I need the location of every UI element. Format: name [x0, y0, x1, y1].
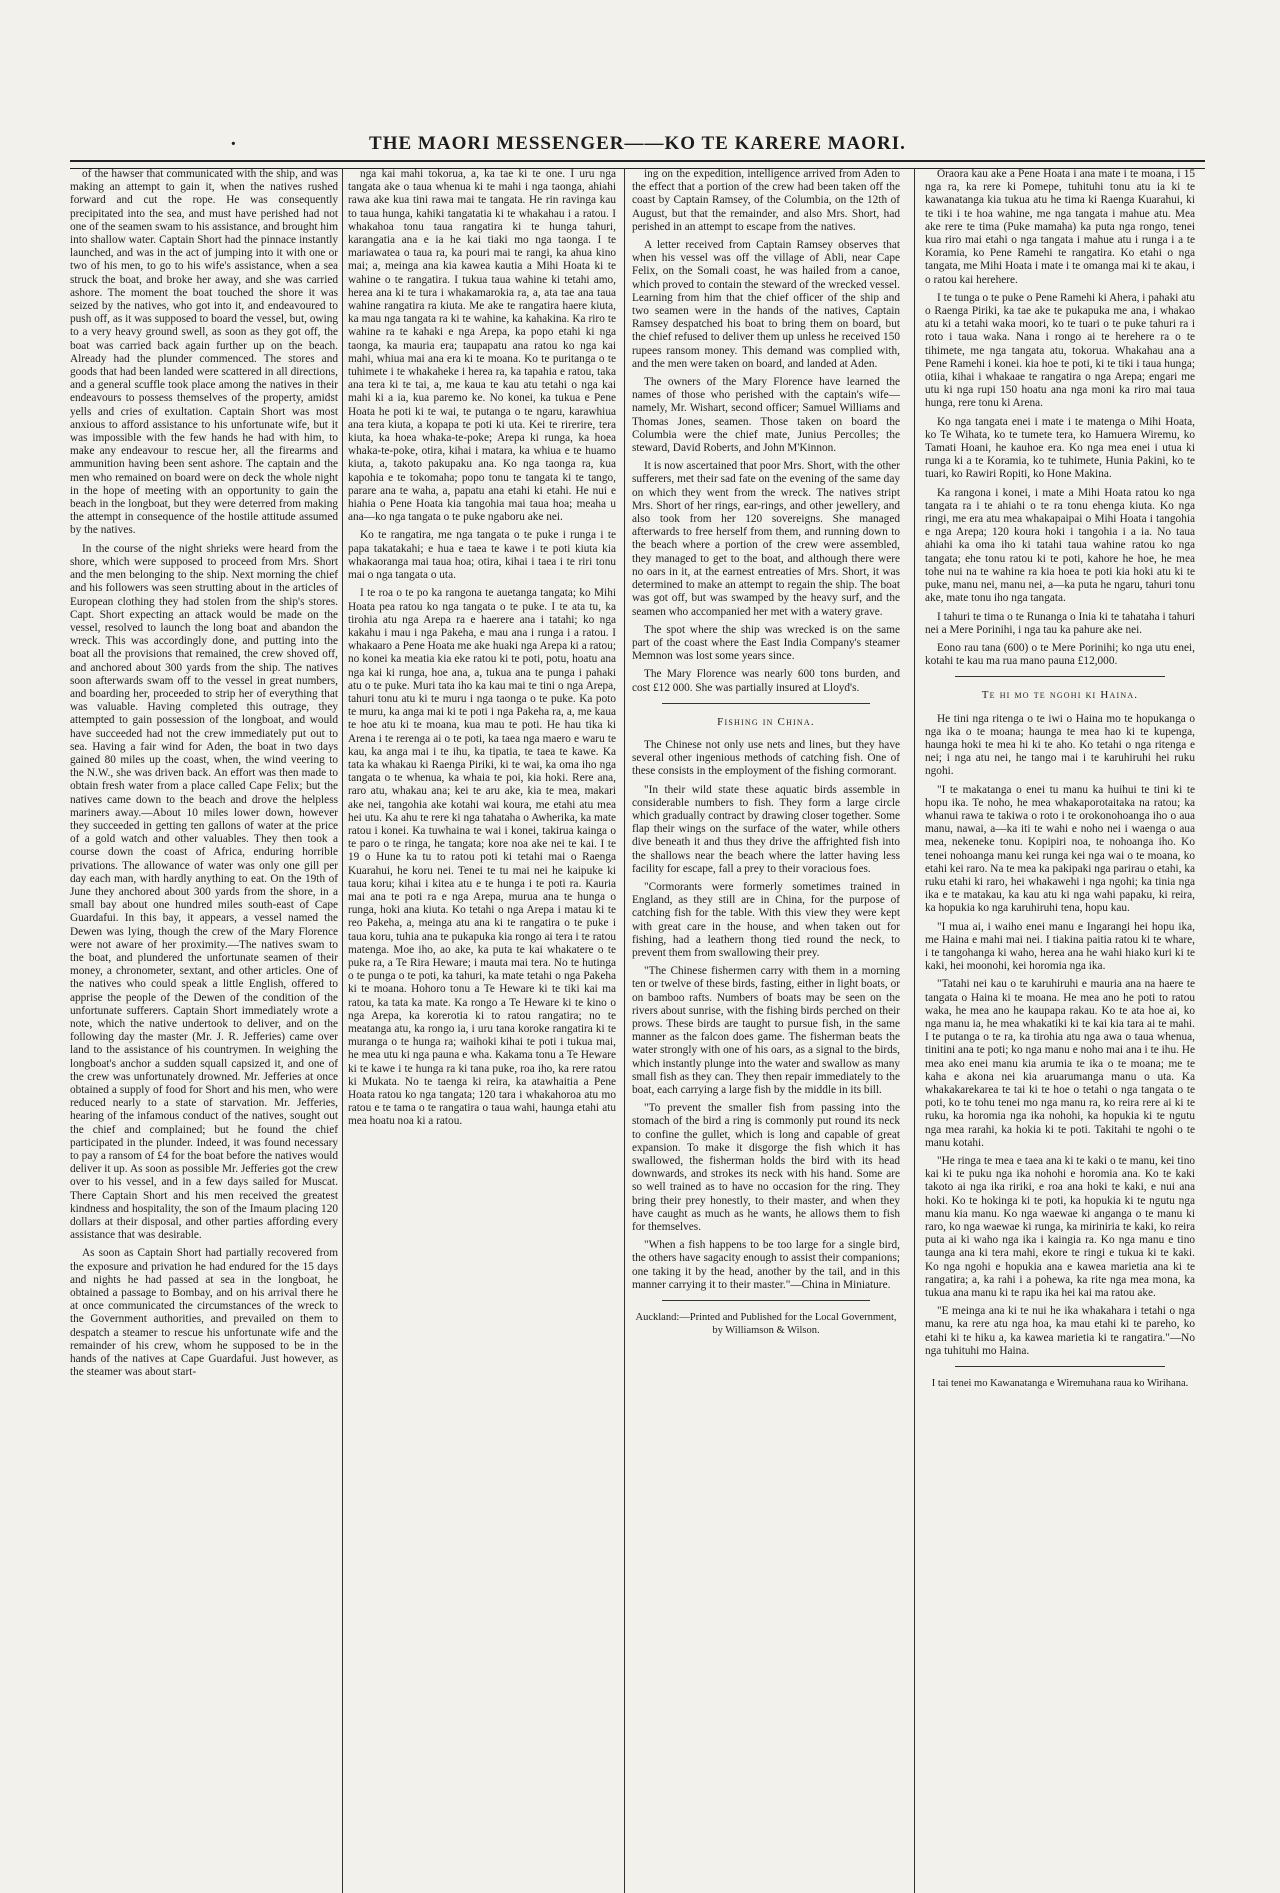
- article-paragraph: The owners of the Mary Florence have learned the names of those who perished with the captain's wife—namely, Mr. Wishart, second officer; Samuel Williams and Thomas Jones, seamen. Those taken on board the Columbia were the chief mate, Junius Percolles; the steward, David Roberts, and John M'Kinnon.: [632, 376, 900, 455]
- masthead: [80, 133, 1195, 161]
- article-paragraph: "Tatahi nei kau o te karuhiruhi e mauria ana na haere te tangata o Haina ki te moana. He mea ano he poti to ratou waka, he mea ano he kaupapa rakau. Ko te ata hoe ai, ko nga manu ia, he mea whakatiki ki te kai kia tara ai te mahi. I te putanga o te ra, ka tirohia atu nga awa o taua whenua, tinitini ana te poti; ko nga manu e noho mai ana i te ihu. He mea ako enei manu kia arumia te ika o te moana; me te kaha e akona nei kia aruarumanga manu o uta. Ka whakakarekarea te tai ki te hoe o tetahi o nga tangata o te poti, ko te tohu tenei mo nga manu ra, ko reira rere ai ki te ruku, ka horomia nga ika nohohi, ka hopukia ki te ngutu nga mea rarahi, ka hokia ki te poti. Takitahi te ngohi o te manu kotahi.: [925, 978, 1195, 1149]
- section-divider: [662, 703, 870, 704]
- article-paragraph: Ko nga tangata enei i mate i te matenga o Mihi Hoata, ko Te Wihata, ko te tumete tera, ko Hamuera Wiremu, ko Tamati Hoani, he kauhoe era. Ko nga mea enei i utua ki runga ki a te Koramia, ko te tuhimete, Hunia Pakini, ko te tuari, ko Rawiri Ropiti, ko Hone Makina.: [925, 415, 1195, 481]
- article-paragraph: "When a fish happens to be too large for a single bird, the others have sagacity enough to assist their companions; one taking it by the head, another by the tail, and in this manner carrying it to their master."—China in Miniature.: [632, 1239, 900, 1291]
- article-paragraph: A letter received from Captain Ramsey observes that when his vessel was off the village of Abli, near Cape Felix, on the Somali coast, he was hailed from a canoe, which proved to contain the steward of the wrecked vessel. Learning from him that the chief officer of the ship and two seamen were in the hands of the natives, Captain Ramsey despatched his boat to bring them on board, but the chief refused to deliver them up unless he received 150 rupees ransom money. This demand was complied with, and the men were taken on board, and landed at Aden.: [632, 239, 900, 370]
- column-english-continuation: [632, 168, 900, 1888]
- article-paragraph: nga kai mahi tokorua, a, ka tae ki te one. I uru nga tangata ake o taua whenua ki te mahi i nga taonga, ahiahi rawa ake kua tini rawa mai te tangata. He rin ravinga kau to taua hunga, kahiki tangatatia ki te whakahau i a ratou. I whakahoa tonu taua rangatira ki te hunga tahuri, karangatia ana e ia he kai tiaki mo nga taonga. I te mariawatea o taua ra, ka pouri mai te rangi, ka ahua kino mai; a, meinga ana kia kawea kautia a Mihi Hoata ki te wahine o te rangatira. I tukua taua wahine ki tetahi amo, herea ana ki te tura i whakamarokia ra, a, ata tae ana taua wahine rangatira ra kiuta. Me ake te rangatira haere kiuta, ka mau nga tangata ra ki te wahine, ka kahakina. Ka riro te wahine ra te kahaki e nga Arepa, ka popo etahi ki nga taonga, ka mauria era; taupapatu ana ratou ko nga kai mahi, whiua mai ana era ki te moana. Ko te puritanga o te tuhimete i te whakaheke i herea ra, ka tapahia e ratou, taka ana tera ki te tai, a, me kaua te kau atu tetahi o nga kai mahi ki a ia, kua paremo ke. No konei, ka tukua e Pene Hoata he poti ki te wai, te putanga o te ngaru, karawhiua ana tera kiuta, a kopapa te poti ki uta. Kei te rirerire, tera kiuta, ka hoea whaka-te-poke; Arepa ki runga, ka hoea whaka-te-poke, otira, kihai i matara, ka whiua e te huamo kiuta, a, takoto pakupaku ana. Ko nga taonga ra, kua kapohia e te tokomaha; popo tonu te tangata ki te tango, parare ana te waha, a, papatu ana etahi ki etahi. He nui e hiahia o Pene Hoata kia tangohia mai taua hoa; meaha u ana—ko nga tangata o te puke ngaboru ake nei.: [348, 168, 616, 524]
- article-paragraph: It is now ascertained that poor Mrs. Short, with the other sufferers, met their sad fate on the evening of the same day on which they went from the wreck. The natives stript Mrs. Short of her rings, ear-rings, and other jewellery, and also took from her 120 sovereigns. She managed afterwards to free herself from them, and running down to the beach where a portion of the crew were assembled, they managed to get to the boat, and although there were no oars in it, at the earnest entreaties of Mrs. Short, it was determined to make an attempt to regain the ship. The boat was got off, but was swamped by the heavy surf, and the seamen who accompanied her met with a watery grave.: [632, 460, 900, 618]
- imprint-divider: [662, 1300, 870, 1301]
- article-paragraph: "E meinga ana ki te nui he ika whakahara i tetahi o nga manu, ka rere atu nga hoa, ka mau etahi ki te pareho, ko etahi ki te hiku a, ka kawea marietia ki te rangatira."—No nga tuhituhi mo Haina.: [925, 1305, 1195, 1357]
- article-paragraph: The Mary Florence was nearly 600 tons burden, and cost £12 000. She was partially insured at Lloyd's.: [632, 668, 900, 694]
- article-paragraph: As soon as Captain Short had partially recovered from the exposure and privation he had endured for the 15 days and nights he had passed at sea in the longboat, he obtained a passage to Bombay, and on his arrival there he at once communicated the circumstances of the wreck to the Government authorities, and prevailed on them to despatch a steamer to rescue his unfortunate wife and the remainder of his crew, whom he supposed to be in the hands of the natives at Cape Guardafui. Just however, as the steamer was about start-: [70, 1247, 338, 1379]
- masthead-title: THE MAORI MESSENGER——KO TE KARERE MAORI.: [369, 133, 906, 154]
- article-paragraph: I te tunga o te puke o Pene Ramehi ki Ahera, i pahaki atu o Raenga Piriki, ka tae ake te pukapuka me ana, i whakao atu ki a tetahi waka moori, ko te tuari o te puke tahuri ra i roto i taua waka. Nana i rongo ai te herehere ra o te tihimete, me nga tangata atu, tokorua. Whakahau ana a Pene Ramehi i konei. kia hoe te poti, ki te tiki i taua hunga; otiia, kihai i whakaae te rangatira o nga Arepa; engari me utu ki nga rupi 150 hoatu ana nga moni ka riro mai taua hunga, rere tonu ki Arena.: [925, 291, 1195, 410]
- section-heading-fishing-in-china: Fishing in China.: [717, 715, 815, 728]
- imprint-english: Auckland:—Printed and Published for the Local Government, by Williamson & Wilson.: [635, 1312, 897, 1337]
- article-paragraph: I tahuri te tima o te Runanga o Inia ki te tahataha i tahuri nei a Mere Porinihi, i nga tau ka pahure ake nei.: [925, 610, 1195, 636]
- article-paragraph: ing on the expedition, intelligence arrived from Aden to the effect that a portion of the crew had been taken off the coast by Captain Ramsey, of the Columbia, on the 12th of August, but that the remainder, and also Mrs. Short, had perished in an attempt to escape from the natives.: [632, 168, 900, 233]
- imprint-maori: I tai tenei mo Kawanatanga e Wiremuhana raua ko Wirihana.: [931, 1378, 1189, 1390]
- column-rule-3: [914, 168, 915, 1893]
- column-maori-continuation: [925, 168, 1195, 1888]
- article-paragraph: Oraora kau ake a Pene Hoata i ana mate i te moana, i 15 nga ra, ka rere ki Pomepe, tuhituhi tonu atu ia ki te kawanatanga kia tukua atu he tima ki Raenga Kuarahui, ki te tiki i te hoa wahine, me nga tangata i mahue atu. Mea ake rere te tima (Puke mamaha) ka puta nga rongo, tenei kua riro mai etahi o nga tangata i mahue atu i runga i a te Koramia, ko Pene Ramehi te rangatira. Ko etahi o nga tangata, me Mihi Hoata i mate i te omanga mai ki te akau, i o ratou kai herehere.: [925, 168, 1195, 286]
- article-paragraph: The spot where the ship was wrecked is on the same part of the coast where the East India Company's steamer Memnon was lost some years since.: [632, 623, 900, 663]
- article-paragraph: "He ringa te mea e taea ana ki te kaki o te manu, kei tino kai ki te puku nga ika nohohi e horomia ana. Ko te kaki takoto ai nga ika ririki, e roa ana hoki te kaki, e nui ana hoki. Ko te hokinga ki te poti, ka hopukia ki te ngutu nga manu kia manu. Ko nga waewae ki anganga o te manu ki raro, ko nga waewae ki runga, ka miriniria te kaki, ko reira puta ai ki waho nga ika i kaingia ra. Ko nga manu e tino taunga ana ki tera mahi, ekore te ringi e tukua ki te kaki. Ko nga ngohi e hopukia ana e kawea marietia ana ki te rangatira; a, ka rahi i a pohewa, ka rite nga mea mona, ka tukua ana manu ki te rapu ika hei kai ma ratou ake.: [925, 1155, 1195, 1300]
- article-paragraph: "The Chinese fishermen carry with them in a morning ten or twelve of these birds, fasting, either in light boats, or on bamboo rafts. Numbers of boats may be seen on the rivers about sunrise, with the fishing birds perched on their prows. These birds are taught to pursue fish, in the same manner as the falcon does game. The fisherman beats the water strongly with one of his oars, as a signal to the birds, which instantly plunge into the water and swallow as many small fish as they can. They then repair immediately to the boat, each carrying a large fish by the middle in its bill.: [632, 965, 900, 1096]
- article-paragraph: "I mua ai, i waiho enei manu e Ingarangi hei hopu ika, me Haina e mahi mai nei. I tiakina paitia ratou ki te whare, i te tangohanga ki waho, herea ana he wahi hiako kuri ki te kaki, hei moonohi, kei horomia nga ika.: [925, 920, 1195, 973]
- masthead-dot: ·: [230, 133, 238, 155]
- article-paragraph: He tini nga ritenga o te iwi o Haina mo te hopukanga o nga ika o te moana; haunga te mea hao ki te kupenga, haunga hoki te mea hi ki te aho. Ko tetahi o nga ritenga e nei; i nga atu nei, he tango mai i te karuhiruhi hei ruku ngohi.: [925, 712, 1195, 778]
- article-paragraph: In the course of the night shrieks were heard from the shore, which were supposed to proceed from Mrs. Short and the men belonging to the ship. Next morning the chief and his followers was seen strutting about in the articles of European clothing they had stolen from the ship's stores. Capt. Short expecting an attack would be made on the vessel, resolved to launch the long boat and abandon the wreck. This was accordingly done, and putting into the boat all the provisions that remained, the crew shoved off, and anchored about 300 yards from the ship. The natives soon afterwards swam off to the vessel in great numbers, and boarding her, proceeded to strip her of everything that was valuable. Having completed this outrage, they attempted to gain possession of the longboat, and would have succeeded had not the crew immediately put out to sea. Having a fair wind for Aden, the boat in two days gained 80 miles up the coast, when, the wind veering to the N.W., she was driven back. An effort was then made to obtain fresh water from a place called Cape Felix; but the natives came down to the beach and drove the helpless mariners away.—About 10 miles lower down, however they succeeded in getting ten gallons of water at the price of a gold watch and other valuables. They then took a course down the coast of Africa, enduring horrible privations. The allowance of water was only one gill per day each man, with hardly anything to eat. On the 19th of June they anchored about 300 yards from the shore, in a small bay about one hundred miles south-east of Cape Guardafui. In this bay, it appears, a vessel named the Dewen was lying, though the crew of the Mary Florence were not aware of her proximity.—The natives swam to the boat, and plundered the unfortunate seamen of their money, a chronometer, sextant, and other articles. One of the natives who could speak a little English, offered to apprise the people of the Dewen of the condition of the unfortunate sufferers. Captain Short immediately wrote a note, which the native undertook to deliver, and on the following day the master (Mr. J. R. Jefferies) came over land to the assistance of his countrymen. In weighing the longboat's anchor a sudden squall capsized it, and one of the crew was unfortunately drowned. Mr. Jefferies at once obtained a supply of food for Short and his men, who were reduced nearly to a state of starvation. Mr. Jefferies, hearing of the infamous conduct of the natives, sought out the chief and complained; but he found the chief participated in the plunder. Indeed, it was found necessary to pay a ransom of £4 for the boat before the natives would deliver it up. As soon as possible Mr. Jefferies got the crew over to his vessel, and in a few days sailed for Muscat. There Captain Short and his men received the greatest kindness and hospitality, the son of the Imaum placing 120 dollars at their disposal, and other parties affording every assistance that was desirable.: [70, 542, 338, 1242]
- column-rule-1: [342, 168, 343, 1893]
- article-paragraph: "To prevent the smaller fish from passing into the stomach of the bird a ring is commonly put round its neck to confine the gullet, which is long and capable of great expansion. To make it disgorge the fish which it has swallowed, the fisherman holds the bird with its head downwards, and strokes its neck with his hand. Some are so well trained as to have no occasion for the ring. They bring their prey honestly, to their master, and when they have caught as much as he wants, he allows them to fish for themselves.: [632, 1102, 900, 1234]
- article-paragraph: Eono rau tana (600) o te Mere Porinihi; ko nga utu enei, kotahi te kau ma rua mano pauna £12,000.: [925, 641, 1195, 668]
- article-paragraph: Ka rangona i konei, i mate a Mihi Hoata ratou ko nga tangata ra i te ahiahi o te ra tonu ehenga kiuta. Ko nga ringi, me era atu mea whakapaipai o Mihi Hoata i tangohia e nga Arepa; 120 koura hoki i tangohia i a ia. No taua ahiahi ka oma iho ki tatahi taua wahine ratou ko nga tangata; ehe tonu ratou ki te poti, kahore he hoe, he mea tohe nui na te wahine ra kia hoea te poti kia hoki atu ki te puke, manu nei, manu nei, a—ka puta he ngaru, tahuri tonu ake, mate tonu iho nga tangata.: [925, 486, 1195, 605]
- article-paragraph: Ko te rangatira, me nga tangata o te puke i runga i te papa takatakahi; e hua e taea te kawe i te poti kiuta kia whakaoranga mai taua hoa; otira, kihai i taea i te riri tonu mai o nga tangata o uta.: [348, 529, 616, 582]
- article-paragraph: The Chinese not only use nets and lines, but they have several other ingenious methods of catching fish. One of these consists in the employment of the fishing cormorant.: [632, 738, 900, 778]
- column-english-wreck-story: [70, 168, 338, 1888]
- article-paragraph: "In their wild state these aquatic birds assemble in considerable numbers to fish. They form a large circle which gradually contract by drawing closer together. Some flap their wings on the surface of the water, while others dive beneath it and thus they drive the affrighted fish into the shallows near the beach where the latter having less facility for escape, fall a prey to their voracious foes.: [632, 783, 900, 875]
- section-heading-te-hi-mo-te-ngohi: Te hi mo te ngohi ki Haina.: [981, 689, 1139, 702]
- article-paragraph: I te roa o te po ka rangona te auetanga tangata; ko Mihi Hoata pea ratou ko nga tangata o te puke. I te ata tu, ka tirohia atu nga Arepa ra e haerere ana i tatahi; ko nga kakahu i mau i nga Pakeha, e mau ana i runga i a ratou. I whakaaro a Pene Hoata me ake huaki nga Arepa ki a ratou; no konei ka meatia kia eke ratou ki te poti, potu, hoatu ana nga kai ki runga, hoe ana, a, tukua ana te punga i pahaki atu o te puke. Muri tata iho ka kau mai te tini o nga Arepa, tahuri tonu atu ki te muru i nga taonga o te puke. Ka poto te muru, ka anga mai ki te poti i nga Pakeha ra, a, me kaua te hoe atu ki te moana, kua mau te poti. He hau tika ki Arena i te rerenga ai o te poti, ka taea nga maero e waru te kau, ka anga mai i te ihu, ka tipatia, te taea te kawe. Ka tata ka whakau ki Raenga Piriki, ki te wai, ka oma iho nga tangata o te whenua, ka whaia te poi, kia hoki. Rere ana, raro atu, whakau ana; kei te aru ake, kia te mea, makari ake nei, tangohia ake kotahi wai koura, me etahi atu mea hei utu. Ka ahu te rere ki nga tahataha o Awherika, ka mate ratou i konei. Ka tuwhaina te wai i konei, takirua kainga o te paro o te ringa, he tangata; kore noa ake nei te kai. I te 19 o Hune ka tu to ratou poti ki tetahi mai o Raenga Kuarahui, he koru nei. Tenei te tu mai nei he kaipuke ki taua koru; kihai i kitea atu e te hunga i te poti ra. Kauria mai ana te poti ra e nga Arepa, murua ana te hunga o runga, hoki ana kiuta. Ko tetahi o nga Arepa i matau ki te reo Pakeha, a, meinga atu ana ki te rangatira o te puke i taua koru, tuhia ana te pukapuka kia rongo ai tera i te ratou matenga. Moe iho, ao ake, ka puta te kai whakatere o te puke ra, a Te Rira Heware; i mauta mai tera. No te hutinga o te punga o te poti, ka tahuri, ka mate tetahi o nga Pakeha ki te moana. Hohoro tonu a Te Heware ki te tiki kai ma ratou, ka tata ka mate. Ka rongo a Te Heware ki te kino o nga Arepa, ka korerotia ki to ratou rangatira; no te meatanga atu, ka rongo ia, i uru tana koroke rangatira ki te muranga o te hunga ra; waihoki kihai te poti i tukua mai, he mea utu ki nga pauna e wha. Kakama tonu a Te Heware ki te kawe i te hunga ra ki tana puke, roa iho, ka rere ratou ki Mukata. No te taenga ki reira, ka atawhaitia a Pene Hoata ratou ko nga tangata; 120 tara i whakahoroa atu mo ratou e te tama o te rangatira o taua wahi, haunga etahi atu mea hoatu noa ki a ratou.: [348, 587, 616, 1128]
- imprint-divider: [955, 1366, 1165, 1367]
- article-paragraph: of the hawser that communicated with the ship, and was making an attempt to gain it, when the natives rushed forward and cut the rope. He was consequently precipitated into the sea, and must have perished had not one of the seamen swam to his assistance, and brought him into shallow water. Captain Short had the pinnace instantly launched, and was in the act of jumping into it with one or two of his men, to go to his wife's assistance, when a sea struck the boat, and broke her away, and she was carried ashore. The moment the boat touched the shore it was seized by the natives, who got into it, and endeavoured to push off, as it was supposed to board the vessel, but, owing to a very heavy ground swell, as soon as they got off, the boat was carried back again further up on the beach. Already had the plunder commenced. The stores and goods that had been landed were scattered in all directions, and a general scuffle took place among the natives in their endeavours to possess themselves of the property, amidst yells and cries of exultation. Captain Short was most anxious to afford assistance to his unfortunate wife, but it was impossible with the few hands he had with him, to make any endeavour to rescue her, all the firearms and ammunition having been sent ashore. The captain and the men who remained on board were on deck the whole night in the hope of meeting with an opportunity to gain the beach in the longboat, but they were deterred from making the attempt in consequence of the hostile attitude assumed by the natives.: [70, 168, 338, 537]
- article-paragraph: "I te makatanga o enei tu manu ka huihui te tini ki te hopu ika. Te noho, he mea whakaporotaitaka na ratou; ka whanui rawa te takiwa o roto i te orokonohoanga iho o aua manu, nawai, a—ka iti te wahi e noho nei i waenga o aua mea, nekeneke tonu. Kopipiri noa, te nohoanga iho. Ko tenei nohoanga manu kei runga kei nga wai o te moana, ko etahi kei raro. Na te mea ka pakipaki nga parirau o etahi, ka ruku etahi ki raro, hei whakawehi i nga ngohi; ka tinia nga ika e te matakau, ka kau atu ki nga wahi papaku, ki reira, ka hopukia ko nga karuhiruhi tena, hopu kau.: [925, 783, 1195, 915]
- article-paragraph: "Cormorants were formerly sometimes trained in England, as they still are in China, for the purpose of catching fish for the table. With this view they were kept with great care in the house, and when taken out for fishing, had a leathern thong tied round the neck, to prevent them from swallowing their prey.: [632, 880, 900, 959]
- column-maori-wreck-story: [348, 168, 616, 1888]
- section-divider: [955, 676, 1165, 677]
- column-rule-2: [624, 168, 625, 1893]
